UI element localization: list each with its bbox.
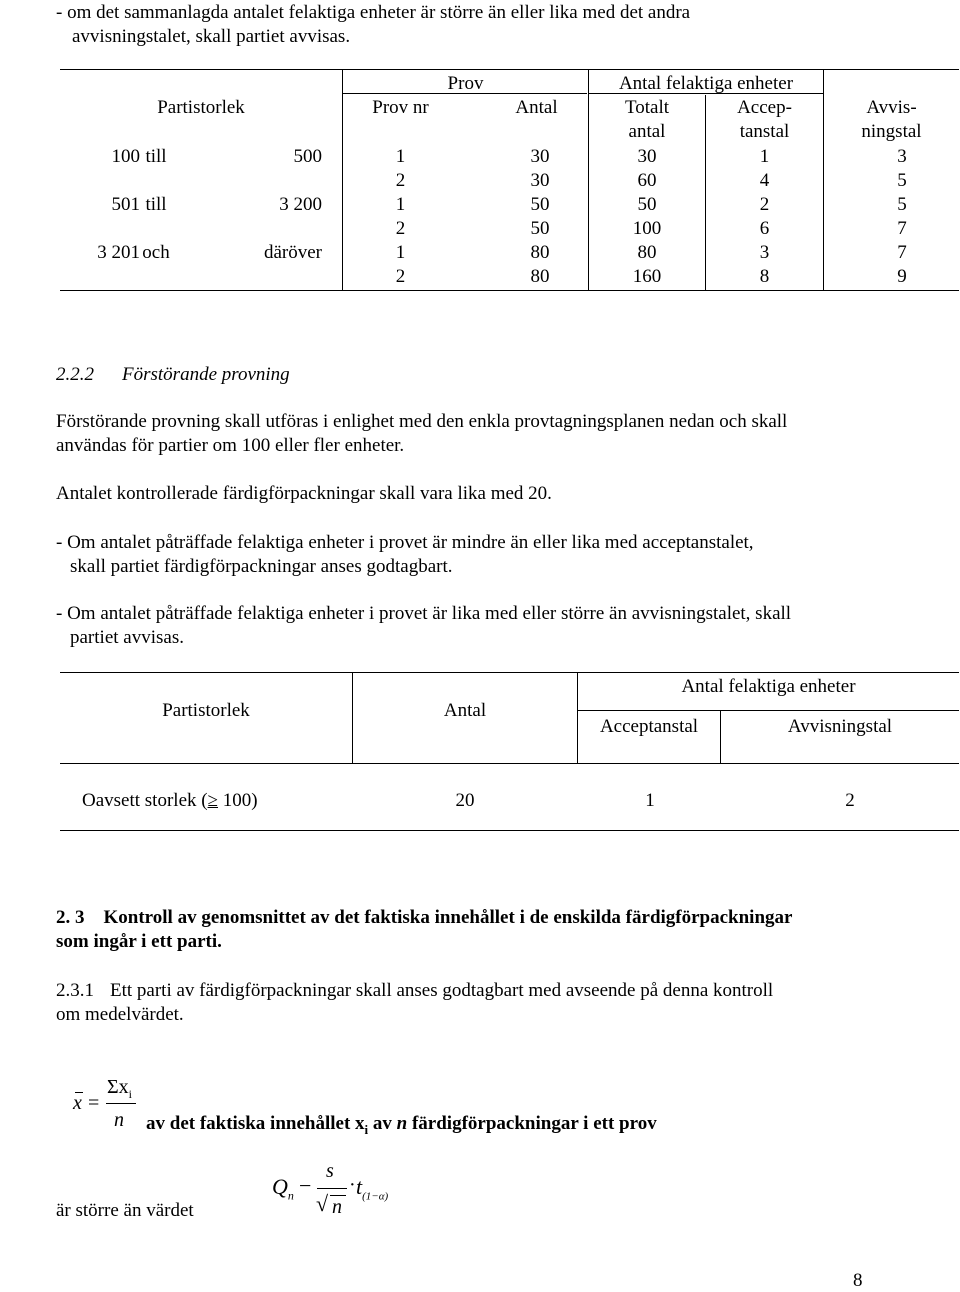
table2-header-antal-felaktiga: Antal felaktiga enheter	[681, 676, 856, 697]
accep-cell: 4	[759, 170, 770, 191]
accep-cell: 3	[759, 242, 770, 263]
section-222-p1-line2: användas för partier om 100 eller fler enheter.	[56, 435, 405, 456]
header-totalt-antal: antal	[628, 121, 666, 142]
section-222-title: Förstörande provning	[122, 364, 290, 385]
range-3-to: däröver	[263, 242, 322, 263]
section-222-bullet1-line1: - Om antalet påträffade felaktiga enheter i provet är mindre än eller lika med acceptanstalet,	[56, 532, 754, 553]
mean-text-c: färdigförpackningar i ett prov	[407, 1113, 657, 1134]
accep-cell: 2	[759, 194, 770, 215]
section-222-bullet2-line1: - Om antalet påträffade felaktiga enheter i provet är lika med eller större än avvisningstalet, skall	[56, 603, 792, 624]
prov-nr-cell: 1	[395, 242, 406, 263]
antal-cell: 50	[530, 218, 550, 239]
table2-antal-value: 20	[455, 790, 475, 811]
fraction-bar	[106, 1103, 136, 1104]
section-231-number: 2.3.1	[56, 980, 94, 1001]
header-totalt: Totalt	[624, 97, 670, 118]
mean-formula-text	[146, 1113, 657, 1138]
range-1-to: 500	[293, 146, 322, 167]
sigma-subscript: i	[128, 1087, 132, 1101]
header-tanstal: tanstal	[739, 121, 790, 142]
section-231-line1: Ett parti av färdigförpackningar skall anses godtagbart med avseende på denna kontroll	[110, 980, 774, 1001]
prov-nr-cell: 2	[395, 170, 406, 191]
range-2-word: till	[145, 194, 167, 215]
range-1-word: till	[145, 146, 167, 167]
accep-cell: 6	[759, 218, 770, 239]
avvis-cell: 7	[897, 218, 907, 239]
table2-bottom-rule	[60, 830, 959, 831]
equals-sign: =	[88, 1092, 100, 1114]
sigma-x: Σx	[107, 1076, 129, 1098]
mean-text-subscript: i	[364, 1121, 369, 1137]
totalt-cell: 100	[632, 218, 662, 239]
avvis-cell: 5	[897, 194, 907, 215]
antal-cell: 80	[530, 242, 550, 263]
section-231-line2: om medelvärdet.	[56, 1004, 184, 1025]
totalt-cell: 50	[637, 194, 657, 215]
header-ningstal: ningstal	[861, 121, 922, 142]
prov-nr-cell: 2	[395, 266, 406, 287]
range-3-from: 3 201	[97, 242, 140, 263]
accep-cell: 8	[759, 266, 770, 287]
table2-header-partistorlek: Partistorlek	[162, 700, 250, 721]
q-letter: Q	[272, 1174, 288, 1199]
sqrt-n: n	[332, 1196, 342, 1218]
sqrt-symbol: √	[316, 1191, 329, 1216]
avvis-cell: 7	[897, 242, 907, 263]
antal-cell: 30	[530, 170, 550, 191]
table1-top-rule	[60, 69, 959, 70]
denominator-n: n	[114, 1109, 124, 1131]
header-prov-nr: Prov nr	[372, 97, 429, 118]
prov-nr-cell: 2	[395, 218, 406, 239]
table2-header-antal: Antal	[443, 700, 487, 721]
t-letter: t	[356, 1174, 363, 1199]
table1-bottom-rule	[60, 290, 959, 291]
xbar-symbol: x	[73, 1092, 82, 1114]
t-symbol	[356, 1174, 388, 1202]
antal-cell: 50	[530, 194, 550, 215]
table2-header-bottom-rule	[60, 763, 959, 764]
table2-header-acceptanstal: Acceptanstal	[599, 716, 699, 737]
row-prefix: Oavsett storlek (	[82, 790, 208, 811]
prov-nr-cell: 1	[395, 194, 406, 215]
numerator-s: s	[326, 1160, 334, 1182]
totalt-cell: 160	[632, 266, 662, 287]
accep-cell: 1	[759, 146, 770, 167]
header-avvis: Avvis-	[866, 97, 917, 118]
multiply-dot: ·	[349, 1174, 356, 1196]
totalt-cell: 30	[637, 146, 657, 167]
section-222-number: 2.2.2	[56, 364, 94, 385]
table2-row-label	[82, 790, 258, 812]
avvis-cell: 9	[897, 266, 907, 287]
range-2-from: 501	[111, 194, 140, 215]
range-2-to: 3 200	[279, 194, 322, 215]
header-antal: Antal	[515, 97, 558, 118]
page-number: 8	[853, 1270, 863, 1291]
q-symbol	[272, 1174, 294, 1203]
section-222-bullet2-line2: partiet avvisas.	[70, 627, 184, 648]
formula2-label: är större än värdet	[56, 1200, 194, 1221]
t-subscript: (1−α)	[362, 1190, 389, 1203]
header-partistorlek: Partistorlek	[157, 97, 245, 118]
table2-top-rule	[60, 672, 959, 673]
greater-equal-symbol: ≥	[207, 790, 219, 811]
range-3-word: och	[142, 242, 170, 263]
intro-line-2: avvisningstalet, skall partiet avvisas.	[72, 26, 351, 47]
table2-accept-value: 1	[645, 790, 655, 811]
mean-text-a: av det faktiska innehållet x	[146, 1113, 365, 1134]
antal-cell: 80	[530, 266, 550, 287]
table2-avvis-value: 2	[845, 790, 855, 811]
sum-numerator	[107, 1076, 132, 1102]
range-1-from: 100	[111, 146, 140, 167]
intro-line-1: - om det sammanlagda antalet felaktiga enheter är större än eller lika med det andra	[56, 2, 691, 23]
row-value: 100)	[218, 790, 258, 811]
mean-text-b: av	[368, 1113, 397, 1134]
avvis-cell: 5	[897, 170, 907, 191]
table2-header-avvisningstal: Avvisningstal	[787, 716, 893, 737]
section-222-bullet1-line2: skall partiet färdigförpackningar anses godtagbart.	[70, 556, 453, 577]
header-accep: Accep-	[737, 97, 792, 118]
mean-text-n: n	[396, 1113, 408, 1134]
prov-nr-cell: 1	[395, 146, 406, 167]
section-23-heading-line1: 2. 3 Kontroll av genomsnittet av det faktiska innehållet i de enskilda färdigförpackningar	[56, 907, 793, 928]
header-prov: Prov	[447, 73, 484, 94]
antal-cell: 30	[530, 146, 550, 167]
totalt-cell: 60	[637, 170, 657, 191]
minus-sign: −	[299, 1173, 312, 1198]
section-222-p2: Antalet kontrollerade färdigförpackningar skall vara lika med 20.	[56, 483, 552, 504]
q-subscript: n	[287, 1188, 294, 1203]
section-23-heading-line2: som ingår i ett parti.	[56, 931, 222, 952]
section-222-p1-line1: Förstörande provning skall utföras i enlighet med den enkla provtagningsplanen nedan och skall	[56, 411, 788, 432]
fraction-bar-2	[317, 1188, 347, 1189]
avvis-cell: 3	[897, 146, 907, 167]
totalt-cell: 80	[637, 242, 657, 263]
header-antal-felaktiga: Antal felaktiga enheter	[618, 73, 794, 94]
table2-sub-rule	[577, 710, 959, 711]
